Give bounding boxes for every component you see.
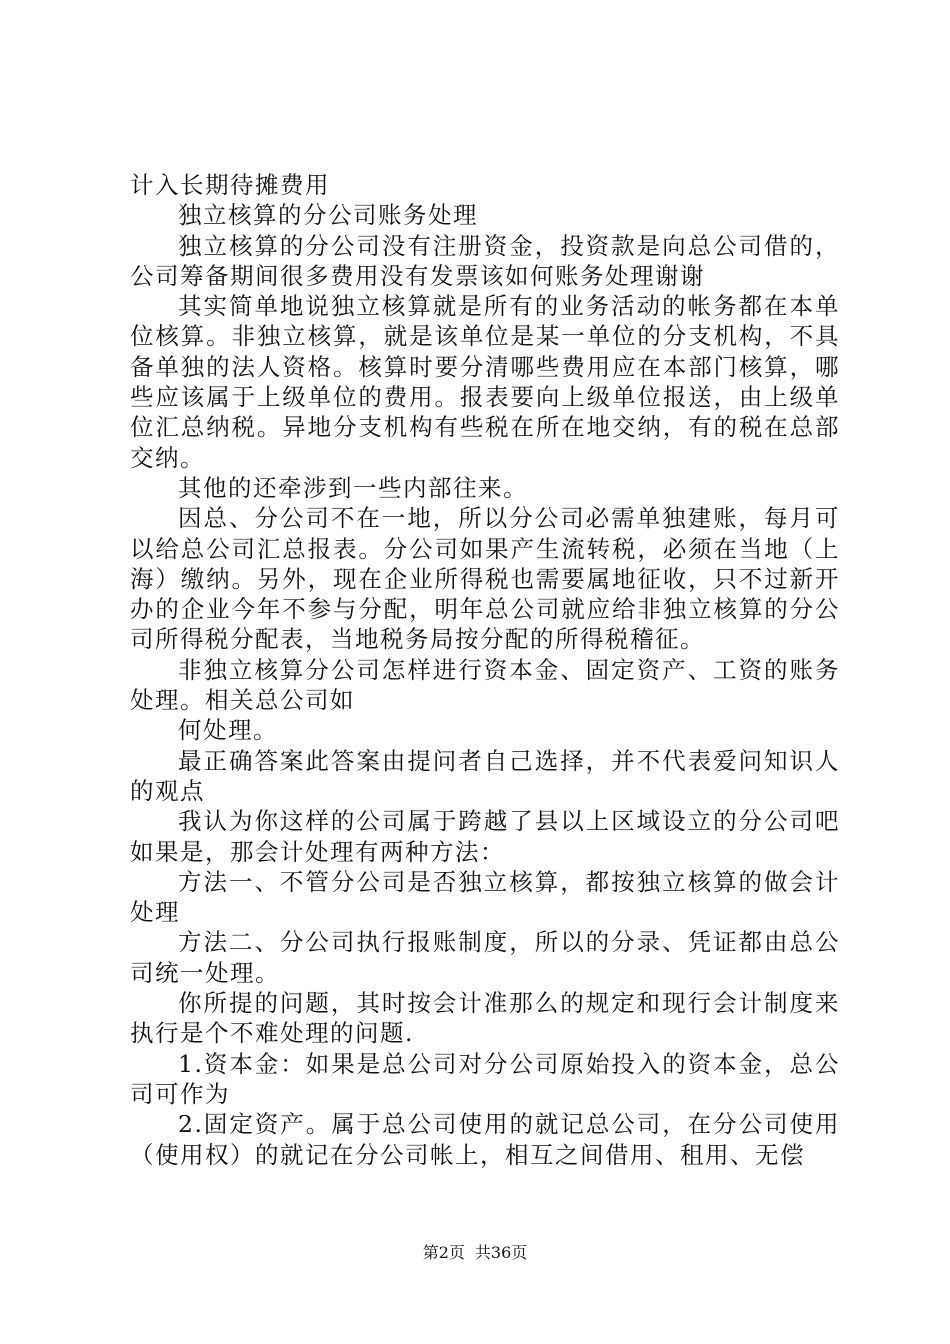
- paragraph-12: 方法二、分公司执行报账制度，所以的分录、凭证都由总公司统一处理。: [130, 928, 840, 987]
- page-number: 第2页: [422, 1243, 465, 1262]
- paragraph-9: 最正确答案此答案由提问者自己选择，并不代表爱问知识人的观点: [130, 746, 840, 805]
- paragraph-11: 方法一、不管分公司是否独立核算，都按独立核算的做会计处理: [130, 867, 840, 927]
- document-body: [130, 170, 840, 1170]
- paragraph-6: 因总、分公司不在一地，所以分公司必需单独建账，每月可以给总公司汇总报表。分公司如果产生流转税，必须在当地（上海）缴纳。另外，现在企业所得税也需要属地征收，只不过新开办的企业今年不参与分配，明年总公司就应给非独立核算的分公司所得税分配表，当地税务局按分配的所得税稽征。: [130, 504, 840, 654]
- paragraph-1: 计入长期待摊费用: [130, 171, 330, 199]
- paragraph-13: 你所提的问题，其时按会计准那么的规定和现行会计制度来执行是个不难处理的问题.: [130, 989, 840, 1048]
- paragraph-14: 1.资本金：如果是总公司对分公司原始投入的资本金，总公司可作为: [130, 1049, 840, 1108]
- paragraph-5: 其他的还牵涉到一些内部往来。: [178, 473, 528, 502]
- paragraph-4: 其实简单地说独立核算就是所有的业务活动的帐务都在本单位核算。非独立核算，就是该单位是某一单位的分支机构，不具备单独的法人资格。核算时要分清哪些费用应在本部门核算，哪些应该属于上级单位的费用。报表要向上级单位报送，由上级单位汇总纳税。异地分支机构有些税在所在地交纳，有的税在总部交纳。: [130, 292, 840, 472]
- paragraph-15: 2.固定资产。属于总公司使用的就记总公司，在分公司使用（使用权）的就记在分公司帐上，相互之间借用、租用、无偿: [130, 1110, 840, 1169]
- paragraph-10: 我认为你这样的公司属于跨越了县以上区域设立的分公司吧如果是，那会计处理有两种方法：: [130, 807, 840, 866]
- paragraph-8: 何处理。: [178, 716, 278, 745]
- paragraph-2-heading: 独立核算的分公司账务处理: [178, 201, 478, 230]
- page-footer: [0, 1242, 950, 1264]
- total-pages: 共36页: [474, 1243, 528, 1262]
- paragraph-3: 独立核算的分公司没有注册资金，投资款是向总公司借的，公司筹备期间很多费用没有发票该如何账务处理谢谢: [130, 231, 840, 290]
- paragraph-7: 非独立核算分公司怎样进行资本金、固定资产、工资的账务处理。相关总公司如: [130, 655, 840, 715]
